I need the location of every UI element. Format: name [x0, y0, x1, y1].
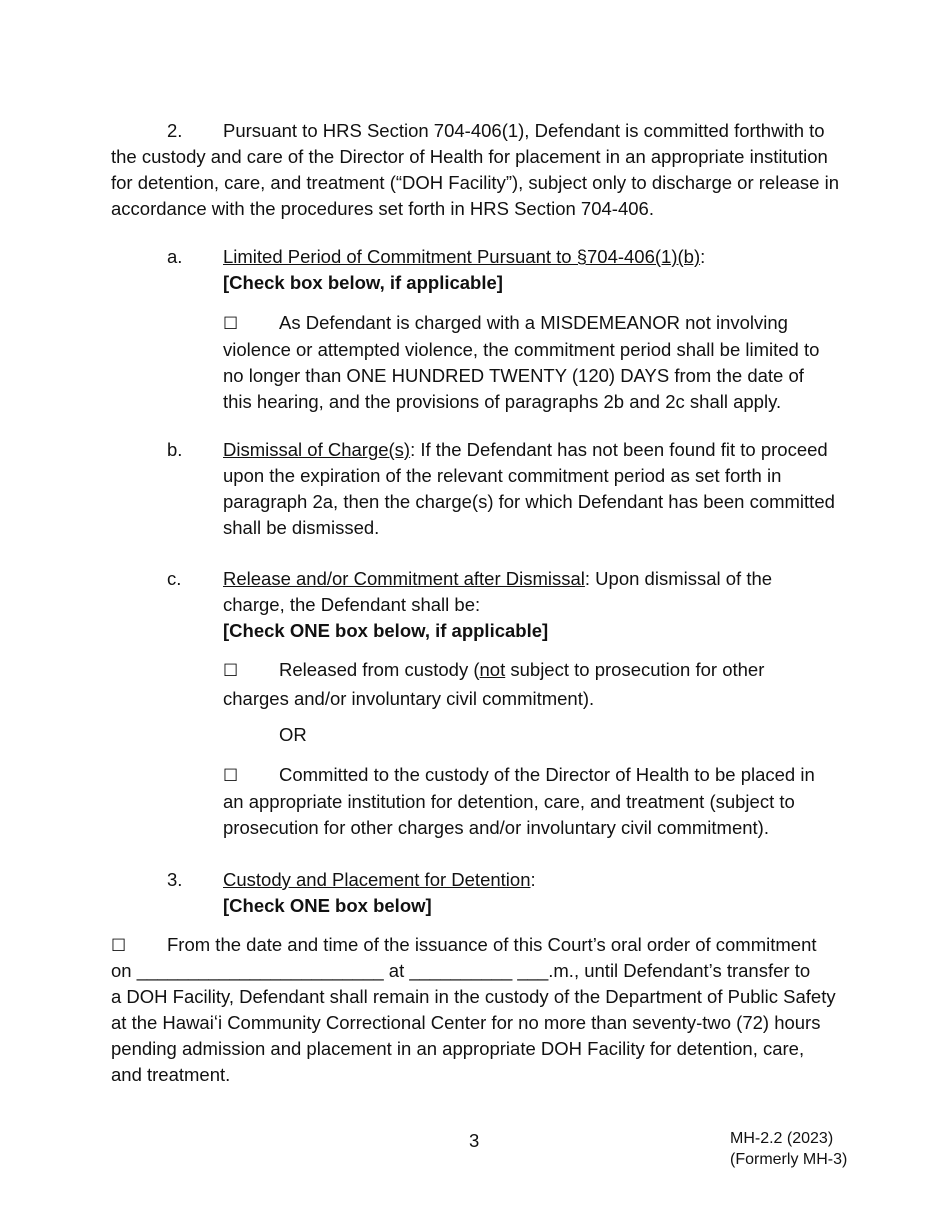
item-a-heading-punct: : [700, 246, 706, 267]
paragraph-3-heading-punct: : [530, 869, 536, 890]
item-a-checkbox[interactable]: ☐ [223, 314, 239, 334]
page-number: 3 [469, 1130, 480, 1151]
form-id: MH-2.2 (2023) [730, 1130, 834, 1147]
paragraph-3-heading: Custody and Placement for Detention [223, 869, 531, 890]
item-a-instruction: [Check box below, if applicable] [223, 272, 503, 293]
item-c-label: c. [167, 568, 182, 589]
former-form-id: (Formerly MH-3) [730, 1151, 848, 1168]
item-c-option-2-checkbox[interactable]: ☐ [223, 766, 239, 786]
paragraph-3-checkbox[interactable]: ☐ [111, 936, 127, 956]
item-c-option-1-post: subject to prosecution for other charges and/or involuntary civil commitment). [223, 659, 765, 709]
item-c-option-2 [223, 762, 833, 841]
item-a-heading-block [223, 244, 843, 296]
item-b-text: : If the Defendant has not been found fit to proceed upon the expiration of the relevant commitment period as set forth in paragraph 2a, then the charge(s) for which Defendant has been committed shall be dismissed. [223, 439, 835, 538]
paragraph-3-instruction: [Check ONE box below] [223, 895, 432, 916]
item-b-body [223, 437, 843, 541]
item-c-option-2-text: Committed to the custody of the Director of Health to be placed in an appropriate institution for detention, care, and treatment (subject to prosecution for other charges and/or involuntary civil commitment). [223, 764, 815, 838]
item-a-option [223, 310, 833, 415]
paragraph-2-text: Pursuant to HRS Section 704-406(1), Defendant is committed forthwith to the custody and care of the Director of Health for placement in an appropriate institution for detention, care, and treatment (“DOH Facility”), subject only to discharge or release in accordance with the procedures set forth in HRS Section 704-406. [111, 120, 839, 219]
item-c-text: : Upon dismissal of the charge, the Defendant shall be: [223, 568, 773, 615]
or-text: OR [279, 724, 307, 745]
paragraph-3-line-1 [111, 932, 846, 959]
paragraph-3-heading-block [223, 867, 843, 919]
paragraph-2-number: 2. [167, 120, 183, 141]
item-b-label: b. [167, 439, 183, 460]
paragraph-3-line-1-text: From the date and time of the issuance of this Court’s oral order of commitment [167, 934, 817, 955]
paragraph-3-line-2: on ________________________ at __________ ___.m., until Defendant’s transfer to [111, 960, 811, 981]
item-a-heading: Limited Period of Commitment Pursuant to §704-406(1)(b) [223, 246, 701, 267]
item-b-heading: Dismissal of Charge(s) [223, 439, 411, 460]
item-c-instruction: [Check ONE box below, if applicable] [223, 620, 549, 641]
paragraph-3-rest: a DOH Facility, Defendant shall remain in the custody of the Department of Public Safety at the Hawaiʻi Community Correctional Center for no more than seventy-two (72) hours pending admission and placement in an appropriate DOH Facility for detention, care, and treatment. [111, 986, 836, 1085]
item-c-option-1-not: not [479, 659, 506, 680]
paragraph-3-number: 3. [167, 869, 183, 890]
item-c-body [223, 566, 803, 644]
item-a-option-text: As Defendant is charged with a MISDEMEANOR not involving violence or attempted violence, the commitment period shall be limited to no longer than ONE HUNDRED TWENTY (120) DAYS from the date of this hearing, and the provisions of paragraphs 2b and 2c shall apply. [223, 312, 820, 412]
form-id-block [730, 1128, 847, 1170]
item-c-option-1-checkbox[interactable]: ☐ [223, 661, 239, 681]
paragraph-2 [111, 118, 841, 222]
item-a-label: a. [167, 246, 183, 267]
item-c-option-1-pre: Released from custody ( [279, 659, 480, 680]
item-c-heading: Release and/or Commitment after Dismissal [223, 568, 585, 589]
item-c-option-1 [223, 656, 803, 713]
